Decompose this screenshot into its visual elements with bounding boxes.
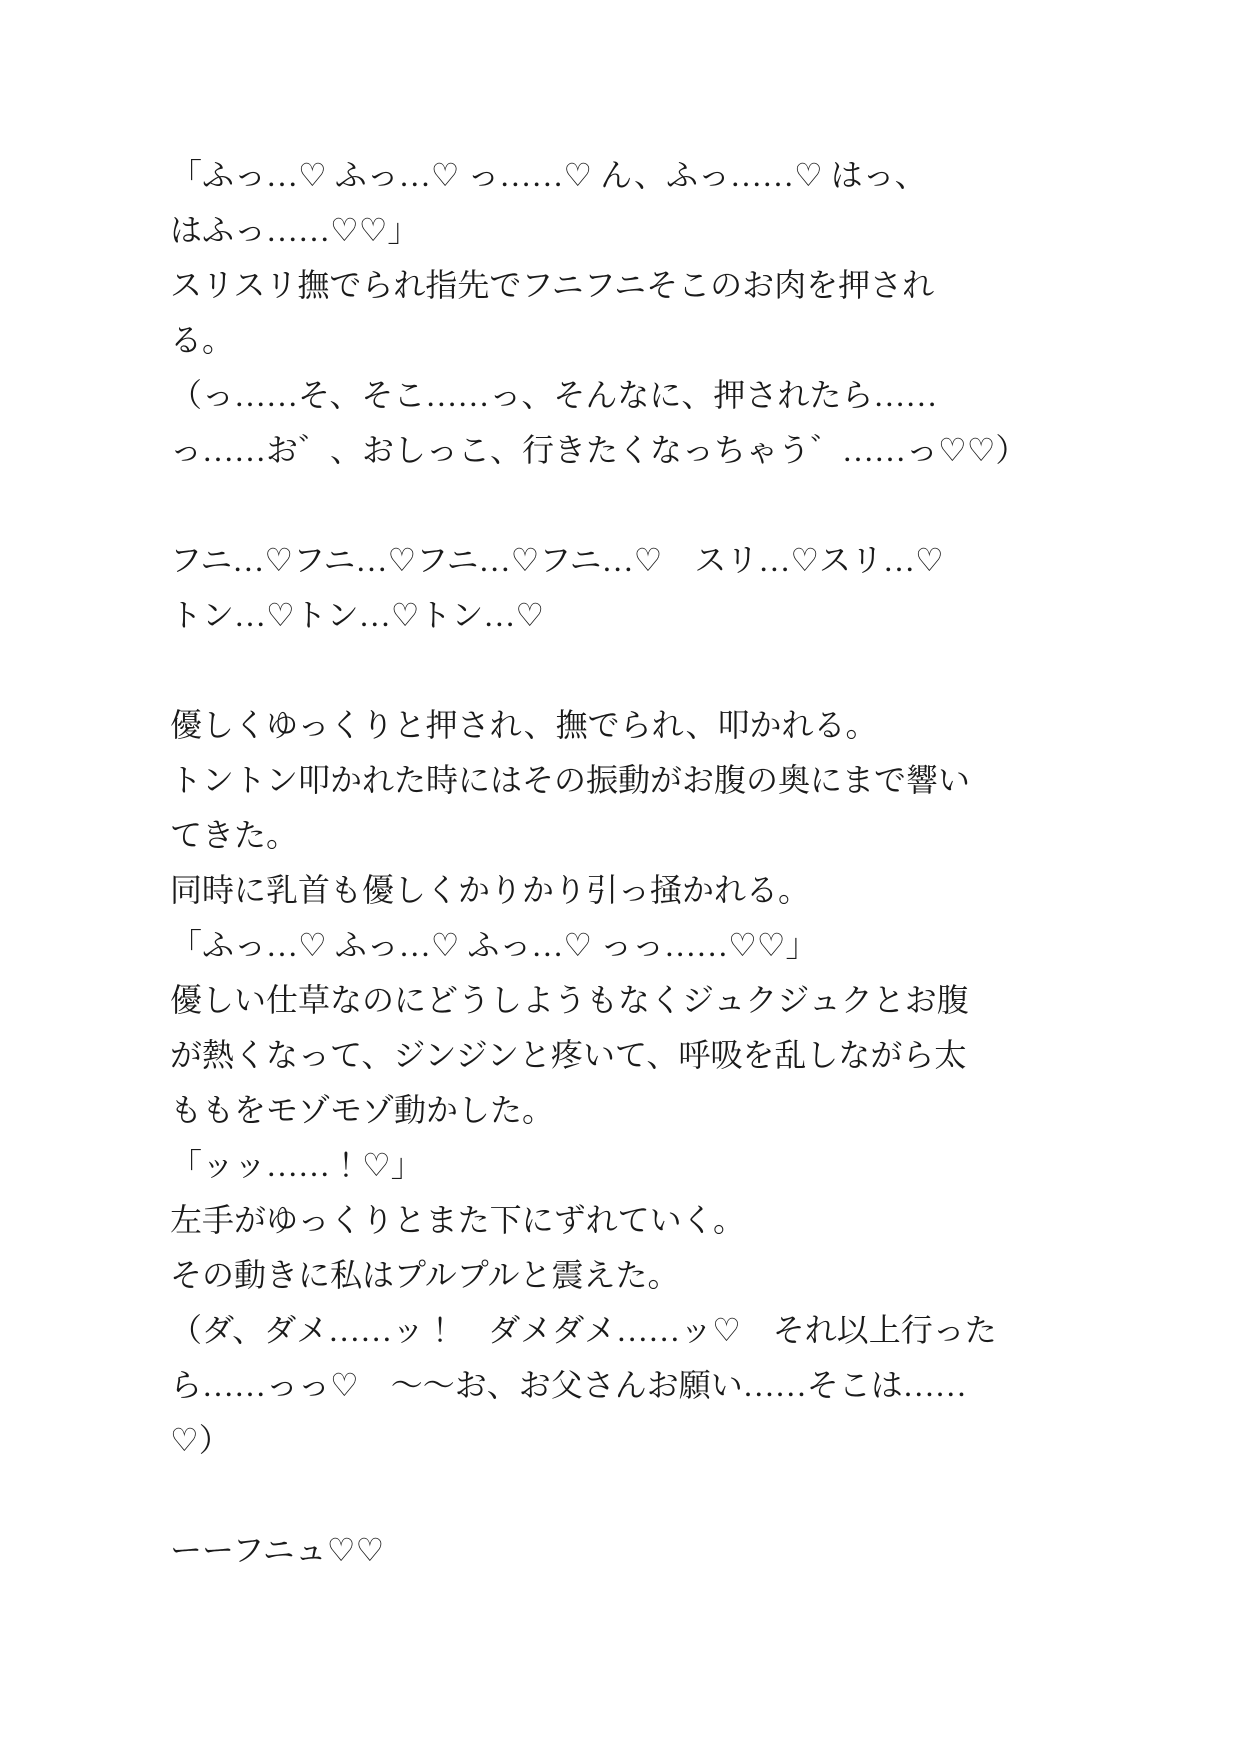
- text-line: 「ふっ…♡ ふっ…♡ ふっ…♡ っっ……♡♡」: [170, 927, 818, 963]
- text-line: （っ……そ、そこ……っ、そんなに、押されたら……: [170, 377, 938, 413]
- text-line: ももをモゾモゾ動かした。: [170, 1092, 555, 1128]
- text-line: はふっ……♡♡」: [170, 212, 420, 248]
- text-line: （ダ、ダメ……ッ！ ダメダメ……ッ♡ それ以上行った: [170, 1312, 997, 1348]
- text-line: 「ふっ…♡ ふっ…♡ っ……♡ ん、ふっ……♡ はっ、: [170, 157, 927, 193]
- text-line: っ……お゛、おしっこ、行きたくなっちゃう゛……っ♡♡）: [170, 432, 1028, 468]
- story-text-block: [170, 148, 1120, 1578]
- text-line: 優しくゆっくりと押され、撫でられ、叩かれる。: [170, 707, 878, 743]
- blank-line: [170, 643, 1120, 698]
- text-line: る。: [170, 322, 235, 358]
- blank-line: [170, 1468, 1120, 1523]
- text-line: 「ッッ……！♡」: [170, 1147, 423, 1183]
- text-line: 優しい仕草なのにどうしようもなくジュクジュクとお腹: [170, 982, 969, 1018]
- text-line: ら……っっ♡ 〜〜お、お父さんお願い……そこは……: [170, 1367, 967, 1403]
- text-line: てきた。: [170, 817, 299, 853]
- text-line: ♡）: [170, 1422, 231, 1458]
- text-line: 同時に乳首も優しくかりかり引っ掻かれる。: [170, 872, 811, 908]
- text-line: トン…♡トン…♡トン…♡: [170, 597, 545, 633]
- text-line: 左手がゆっくりとまた下にずれていく。: [170, 1202, 746, 1238]
- text-line: その動きに私はプルプルと震えた。: [170, 1257, 680, 1293]
- text-line: ーーフニュ♡♡: [170, 1532, 385, 1568]
- text-line: が熱くなって、ジンジンと疼いて、呼吸を乱しながら太: [170, 1037, 967, 1073]
- text-line: トントン叩かれた時にはその振動がお腹の奥にまで響い: [170, 762, 971, 798]
- text-line: スリスリ撫でられ指先でフニフニそこのお肉を押され: [170, 267, 935, 303]
- blank-line: [170, 478, 1120, 533]
- text-line: フニ…♡フニ…♡フニ…♡フニ…♡ スリ…♡スリ…♡: [170, 542, 944, 578]
